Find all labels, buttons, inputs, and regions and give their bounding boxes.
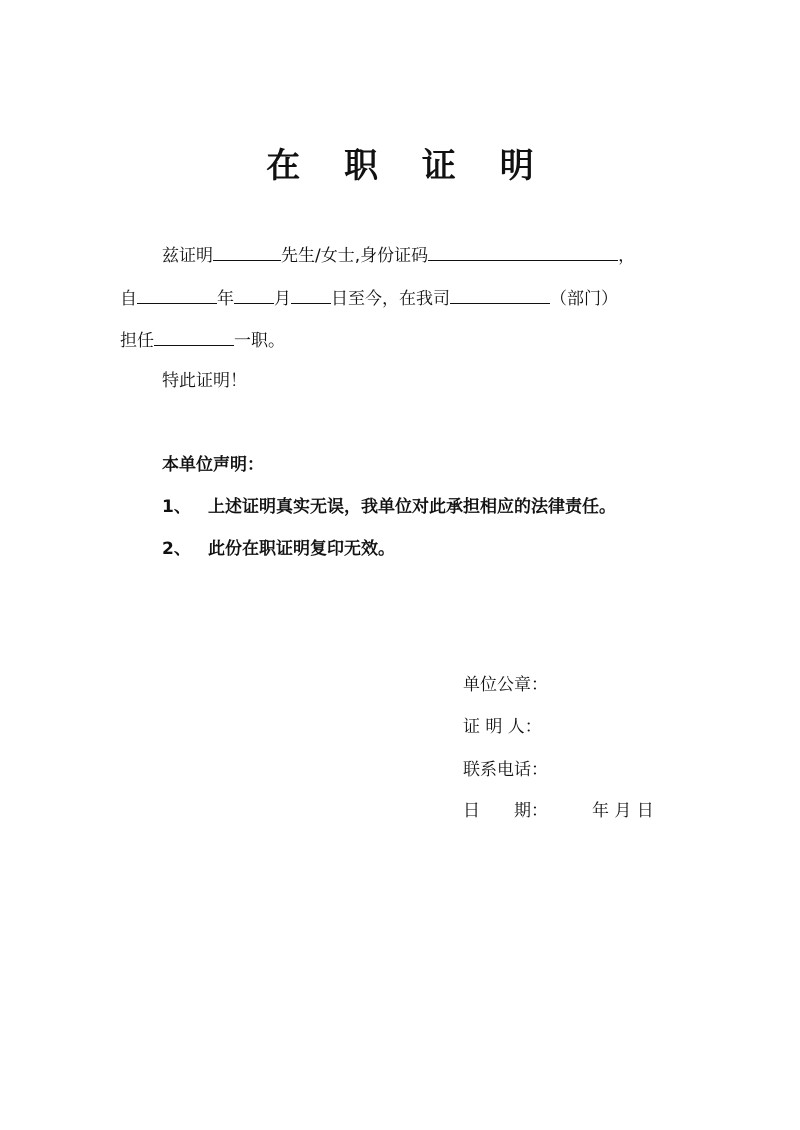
witness-label: 证 明 人： <box>463 717 542 737</box>
body-line-4: 特此证明！ <box>162 371 247 391</box>
text-from: 自 <box>120 289 137 309</box>
year-blank[interactable] <box>137 285 217 304</box>
item-number: 2、 <box>162 539 191 559</box>
text-month: 月 <box>274 289 291 309</box>
item-text: 上述证明真实无误，我单位对此承担相应的法律责任。 <box>208 497 616 517</box>
text-serve: 担任 <box>120 331 154 351</box>
item-number: 1、 <box>162 497 191 517</box>
date-fields: 年 月 日 <box>592 801 654 821</box>
declaration-heading: 本单位声明： <box>162 455 264 475</box>
text-day-company: 日至今，在我司 <box>331 289 450 309</box>
declaration-item-1 <box>162 495 616 519</box>
body-line-1 <box>162 242 635 266</box>
body-line-2 <box>120 285 618 309</box>
department-blank[interactable] <box>450 285 550 304</box>
id-number-blank[interactable] <box>428 242 618 261</box>
position-blank[interactable] <box>154 327 234 346</box>
seal-label: 单位公章： <box>463 675 548 695</box>
body-line-3 <box>120 327 285 351</box>
phone-label: 联系电话： <box>463 760 548 780</box>
item-text: 此份在职证明复印无效。 <box>208 539 395 559</box>
declaration-item-2 <box>162 537 395 561</box>
text-certify: 兹证明 <box>162 246 213 266</box>
date-label: 日 期： <box>463 801 548 821</box>
text-year: 年 <box>217 289 234 309</box>
text-department: （部门） <box>550 289 618 309</box>
text-title-id: 先生/女士,身份证码 <box>281 246 429 266</box>
month-blank[interactable] <box>234 285 274 304</box>
text-comma: ， <box>618 246 636 266</box>
name-blank[interactable] <box>213 242 281 261</box>
day-blank[interactable] <box>291 285 331 304</box>
document-title: 在 职 证 明 <box>266 146 550 186</box>
date-row <box>463 799 654 823</box>
text-position: 一职。 <box>234 331 285 351</box>
